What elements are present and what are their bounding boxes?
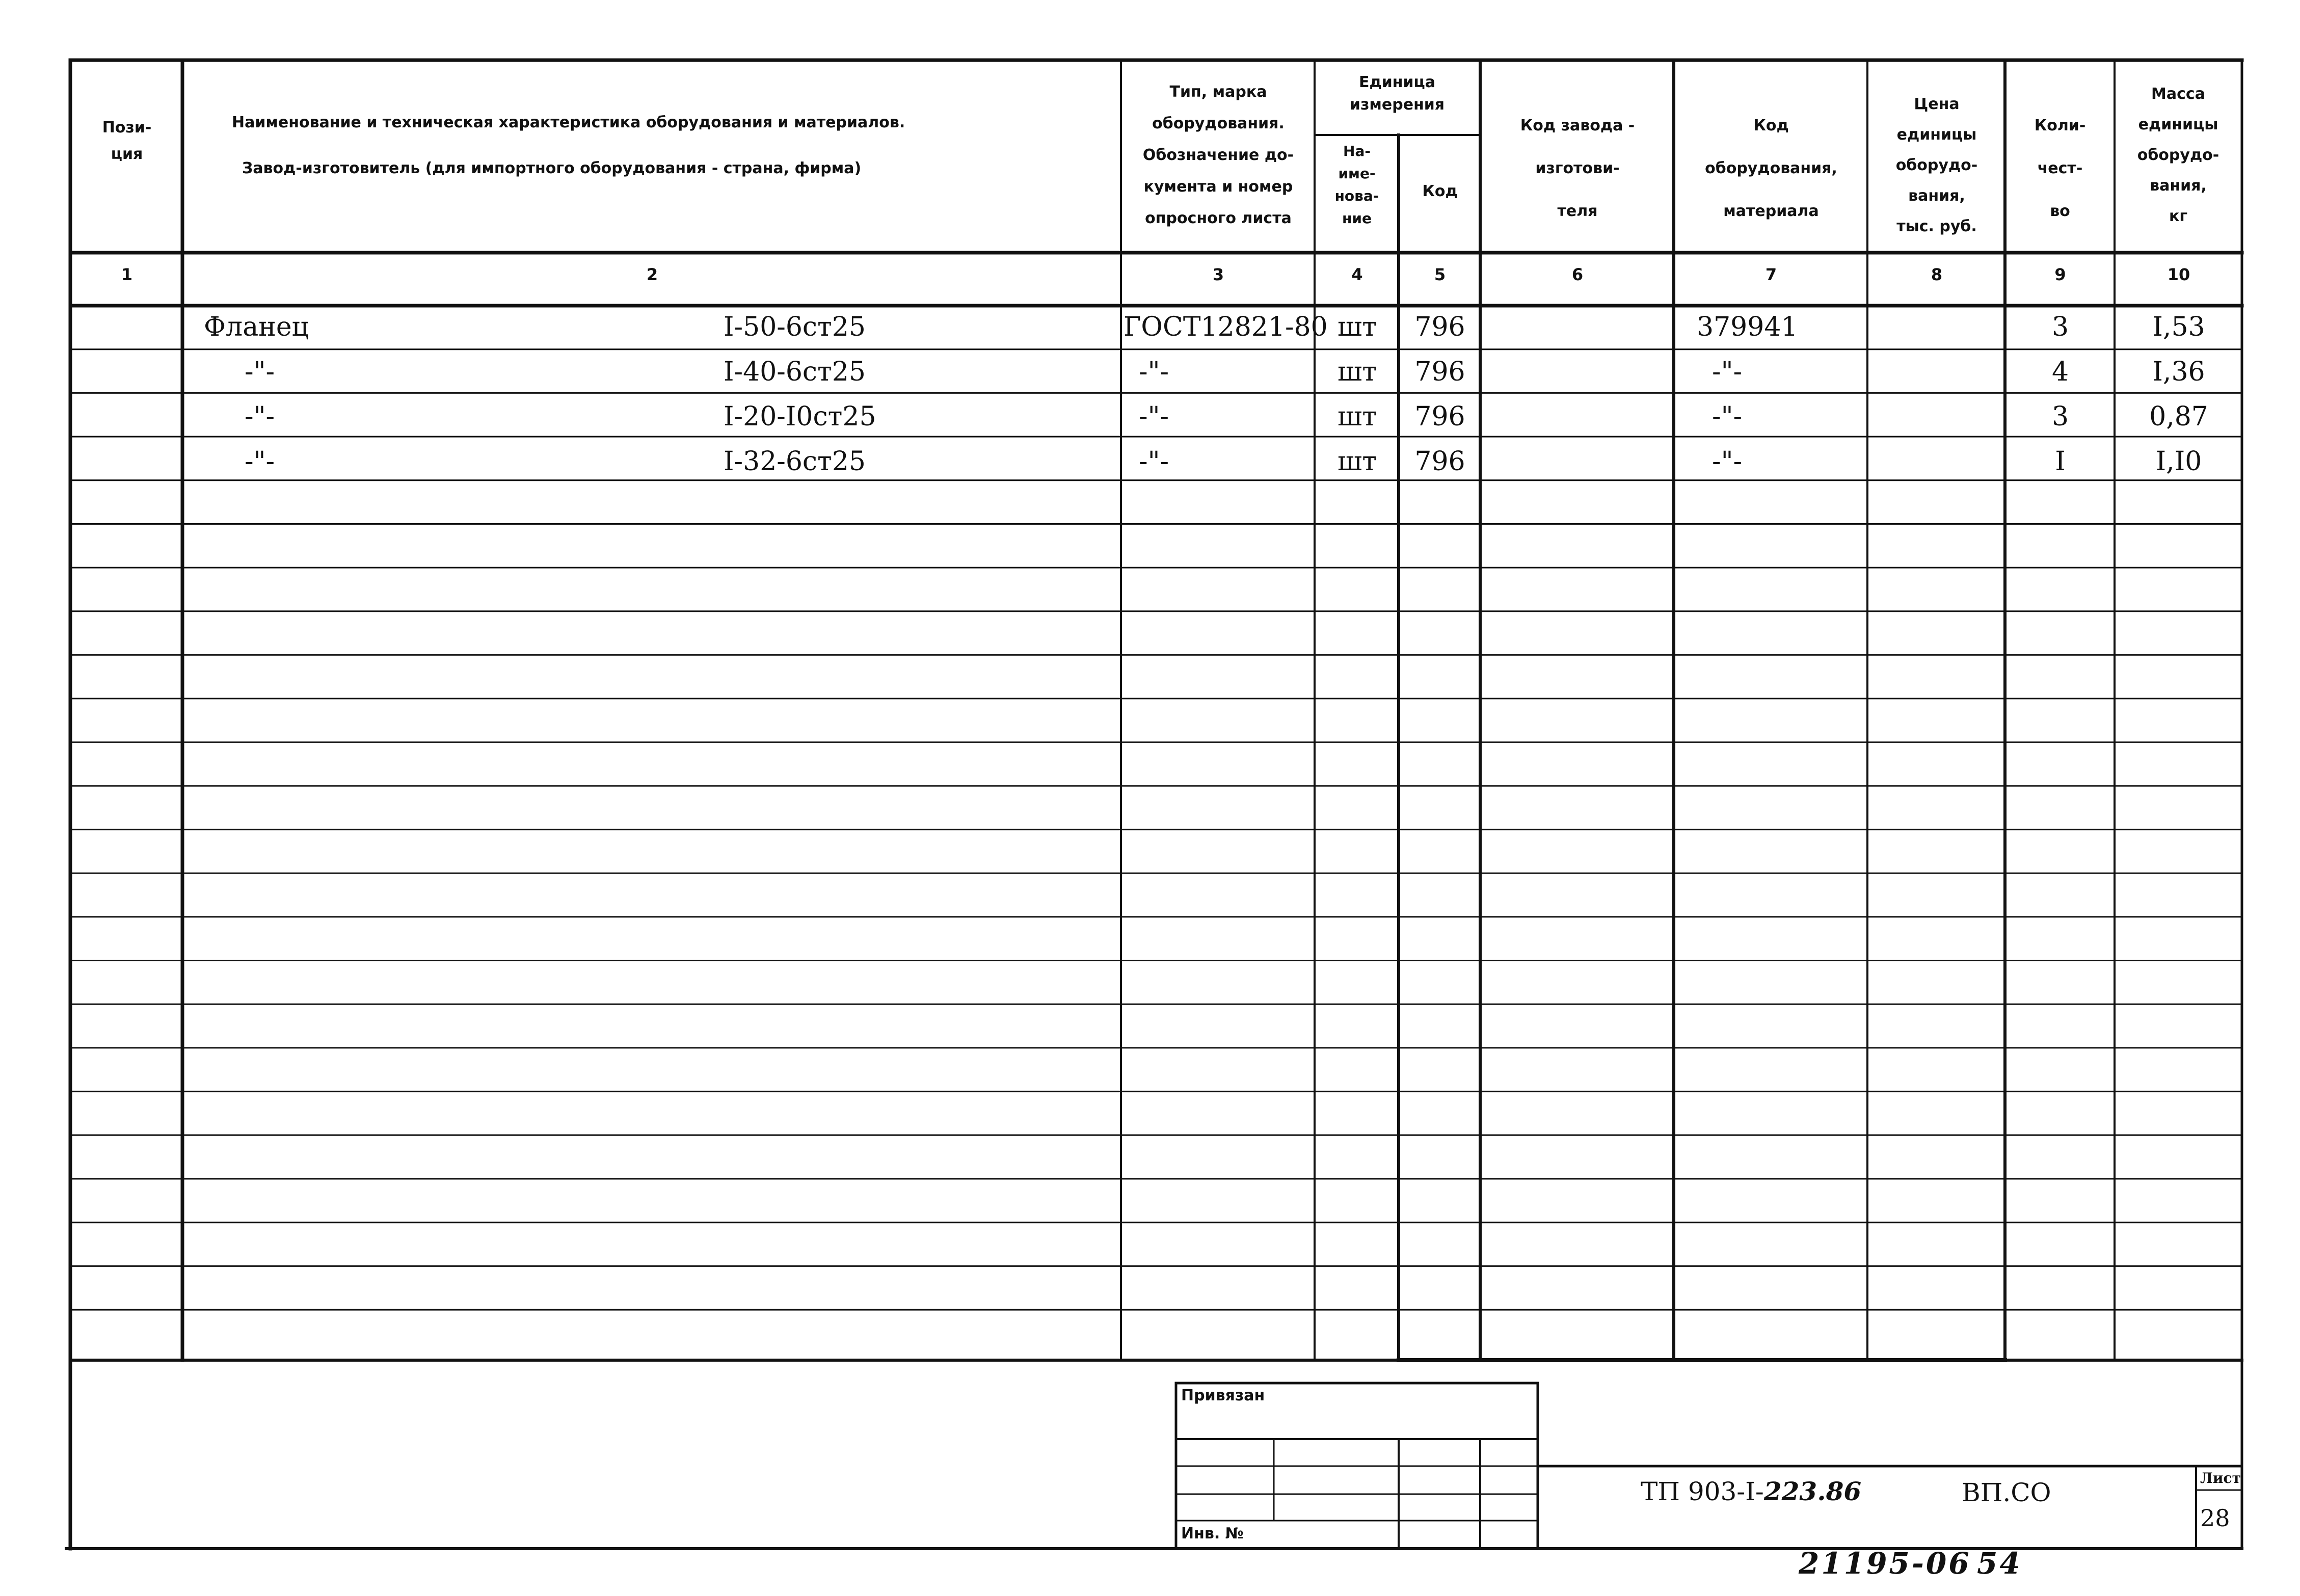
column-number: 1	[121, 265, 133, 284]
header-factory-code: Код завода - изготови- теля	[1520, 117, 1635, 220]
bound-label: Привязан	[1181, 1387, 1265, 1404]
row-unit: шт	[1337, 446, 1377, 477]
header-quantity: Коли- чест- во	[2034, 117, 2086, 220]
column-number: 5	[1434, 265, 1446, 284]
column-number: 4	[1351, 265, 1363, 284]
column-number: 8	[1931, 265, 1943, 284]
row-equipment-code: -"-	[1712, 446, 1743, 477]
section-code: ВП.СО	[1962, 1478, 2051, 1507]
row-name: -"-	[245, 446, 275, 477]
row-name: -"-	[245, 357, 275, 387]
document-code	[1641, 1476, 1861, 1507]
row-mass: 0,87	[2149, 401, 2208, 432]
row-name: -"-	[245, 401, 275, 432]
column-number: 6	[1571, 265, 1584, 284]
header-unit-code: Код	[1422, 182, 1458, 200]
handwritten-number: 21195-06	[1799, 1546, 1971, 1581]
row-unit: шт	[1337, 357, 1377, 387]
header-unit-name: На- име- нова- ние	[1334, 143, 1379, 227]
row-quantity: I	[2055, 446, 2066, 477]
row-quantity: 3	[2051, 312, 2069, 342]
column-number: 10	[2167, 265, 2190, 284]
header-position: Пози- ция	[102, 119, 152, 163]
row-mass: I,I0	[2155, 446, 2202, 477]
row-unit-code: 796	[1414, 357, 1465, 387]
header-unit-group: Единица измерения	[1349, 73, 1445, 114]
header-equipment-code: Код оборудования, материала	[1705, 117, 1837, 220]
row-unit-code: 796	[1414, 446, 1465, 477]
row-doc: -"-	[1139, 401, 1169, 432]
row-spec: I-20-I0ст25	[724, 401, 876, 432]
inventory-label: Инв. №	[1181, 1525, 1244, 1543]
row-doc: -"-	[1139, 446, 1169, 477]
row-spec: I-40-6ст25	[724, 357, 866, 387]
header-price: Цена единицы оборудо- вания, тыс. руб.	[1895, 95, 1978, 235]
header-name-line2: Завод-изготовитель (для импортного оборудования - страна, фирма)	[242, 159, 862, 177]
document-code-handwritten: 223.86	[1763, 1476, 1862, 1506]
column-number: 7	[1765, 265, 1777, 284]
column-number: 9	[2054, 265, 2066, 284]
row-unit-code: 796	[1414, 401, 1465, 432]
row-equipment-code: -"-	[1712, 401, 1743, 432]
row-unit-code: 796	[1414, 312, 1465, 342]
row-equipment-code: -"-	[1712, 357, 1743, 387]
sheet-label: Лист	[2200, 1470, 2241, 1486]
row-equipment-code: 379941	[1697, 312, 1798, 342]
row-mass: I,36	[2152, 357, 2205, 387]
header-type: Тип, марка оборудования. Обозначение до- кумента и номер опросного листа	[1142, 83, 1294, 227]
handwritten-page: 54	[1977, 1546, 2022, 1581]
sheet-number: 28	[2200, 1504, 2230, 1532]
row-spec: I-50-6ст25	[724, 312, 866, 342]
row-unit: шт	[1337, 312, 1377, 342]
row-unit: шт	[1337, 401, 1377, 432]
row-spec: I-32-6ст25	[724, 446, 866, 477]
header-name-line1: Наименование и техническая характеристика оборудования и материалов.	[232, 114, 905, 131]
column-number: 2	[646, 265, 658, 284]
row-quantity: 4	[2051, 357, 2069, 387]
row-name: Фланец	[204, 312, 309, 342]
row-doc: -"-	[1139, 357, 1169, 387]
row-quantity: 3	[2051, 401, 2069, 432]
row-doc: ГОСТ12821-80	[1124, 312, 1328, 342]
header-mass: Масса единицы оборудо- вания, кг	[2137, 85, 2219, 225]
column-number: 3	[1212, 265, 1224, 284]
row-mass: I,53	[2152, 312, 2205, 342]
document-code-prefix: ТП 903-I-	[1641, 1477, 1764, 1506]
